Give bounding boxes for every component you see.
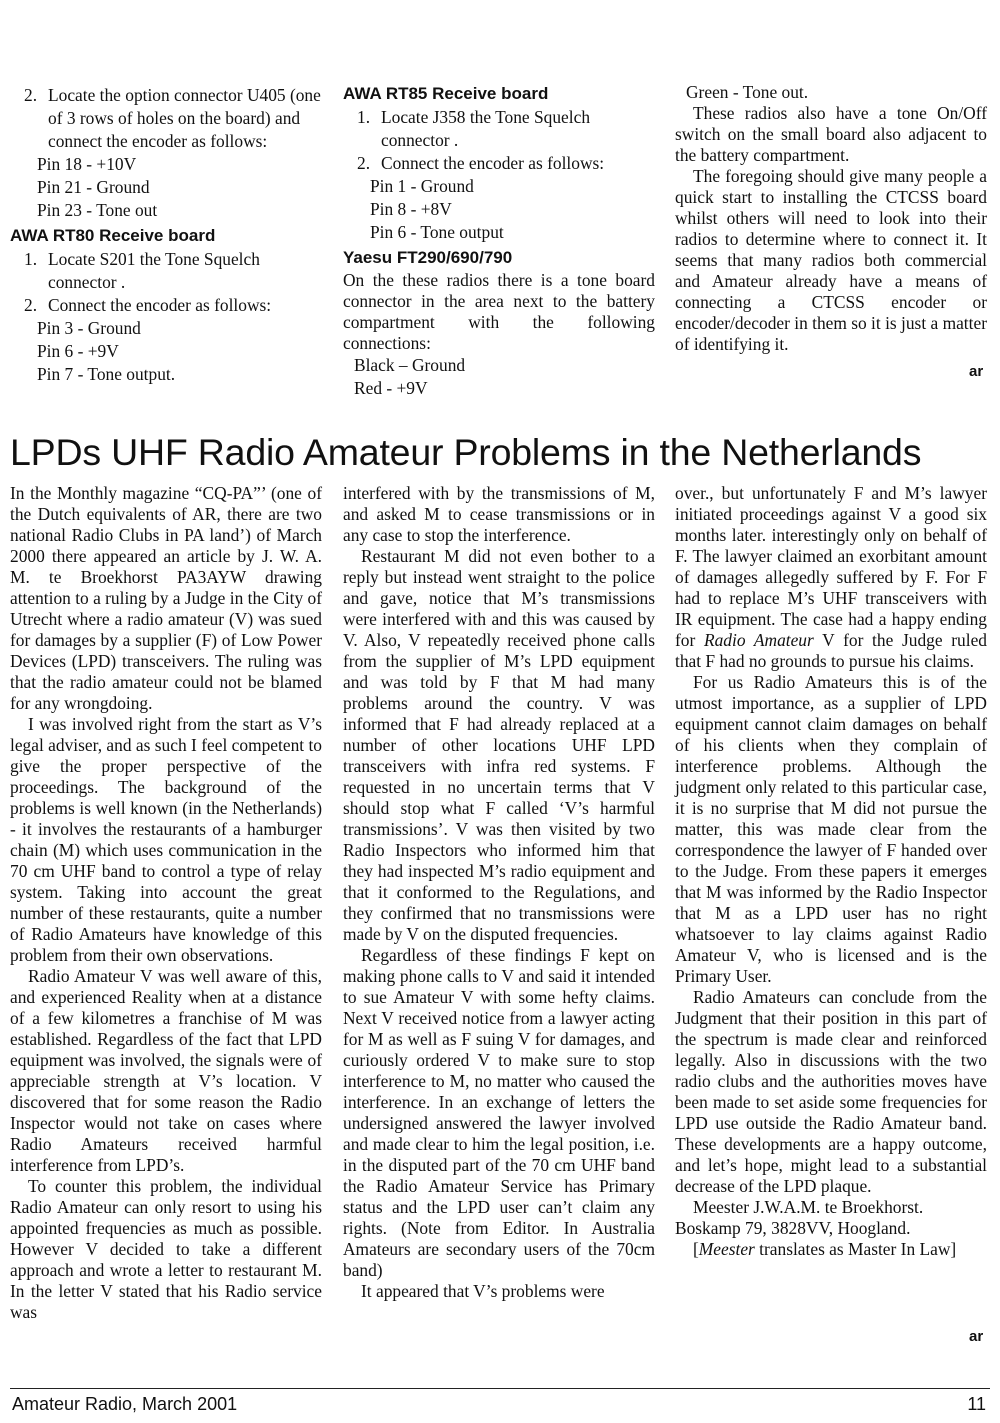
pin-line: Pin 23 - Tone out	[37, 200, 158, 220]
end-mark: ar	[969, 1328, 984, 1345]
pin-line: Pin 7 - Tone output.	[37, 364, 176, 384]
text-run: [	[693, 1239, 699, 1259]
paragraph: In the Monthly magazine “CQ-PA”’ (one of the Dutch equivalents of AR, there are two national Radio Clubs in PA land’) of March 2000 there appeared an article by J. W. A. M. te Broekhorst PA3AYW drawing attention to a ruling by a Judge in the City of Utrecht where a radio amateur (V) was sued for damages by a supplier (F) of Low Power Devices (LPD) transceivers. The ruling was that the radio amateur could not be blamed for any wrongdoing.	[10, 483, 323, 713]
pin-line: Pin 18 - +10V	[37, 154, 137, 174]
list-item	[343, 152, 655, 175]
article-column-1	[10, 483, 322, 1323]
article-title: LPDs UHF Radio Amateur Problems in the Netherlands	[10, 431, 922, 473]
list-number: 1.	[357, 107, 371, 127]
signature-line: Meester J.W.A.M. te Broekhorst.	[693, 1197, 924, 1217]
paragraph	[675, 483, 987, 672]
paragraph: Regardless of these findings F kept on making phone calls to V and said it intended to sue Amateur V with some hefty claims. Next V received notice from a lawyer acting for M as well as F suing V for damages, and curiously ordered V to make sure to stop interference to M, no matter who caused the interference. In an exchange of letters the undersigned answered the lawyer involved and made clear to him the legal position, i.e. in the disputed part of the 70 cm UHF band the Radio Amateur Service has Primary status and the LPD user can’t claim any rights. (Note from Editor. In Australia Amateurs are secondary users of the 70cm band)	[343, 945, 655, 1280]
paragraph: interfered with by the transmissions of M, and asked M to cease transmissions or in any case to stop the interference.	[343, 483, 655, 545]
pin-line: Pin 21 - Ground	[37, 177, 150, 197]
pin-line: Pin 8 - +8V	[370, 199, 452, 219]
list-text: Connect the encoder as follows:	[381, 153, 605, 173]
connection-line: Black – Ground	[354, 355, 466, 375]
text-run: translates as Master In Law]	[754, 1239, 957, 1259]
connection-line: Green - Tone out.	[686, 82, 809, 102]
list-item	[10, 294, 324, 317]
list-number: 2.	[24, 85, 38, 105]
paragraph: The foregoing should give many people a quick start to installing the CTCSS board whilst others will need to look into their radios to determine where to connect it. It seems that many radios both commercial and Amateur already have a means of connecting a CTCSS encoder or encoder/decoder in them so it is just a matter of identifying it.	[675, 166, 987, 354]
footer-publication: Amateur Radio, March 2001	[12, 1394, 238, 1414]
list-number: 2.	[24, 295, 38, 315]
top-column-2	[343, 82, 655, 400]
pin-line: Pin 3 - Ground	[37, 318, 141, 338]
page-number: 11	[967, 1394, 986, 1414]
paragraph: I was involved right from the start as V’s legal adviser, and as such I feel competent to give the proper perspective of the proceedings. The background of the problems is well known (in the Netherlands) - it involves the restaurants of a hamburger chain (M) which uses communication in the 70 cm UHF band to control a type of relay system. Taking into account the great number of these restaurants, quite a number of Radio Amateurs have knowledge of this problem from their own observations.	[10, 714, 322, 965]
connection-line: Red - +9V	[354, 378, 428, 398]
list-text: Connect the encoder as follows:	[48, 295, 272, 315]
pin-line: Pin 6 - +9V	[37, 341, 119, 361]
end-mark: ar	[969, 363, 984, 380]
list-text: Locate J358 the Tone Squelch connector .	[381, 107, 591, 150]
paragraph: Restaurant M did not even bother to a reply but instead went straight to the police and gave, notice that M’s transmissions were interfered with and this was caused by V. Also, V repeatedly received phone calls from the supplier of M’s LPD equipment and was told by F that M had many problems around the country. V was informed that F had already replaced at a number of other locations UHF LPD transceivers with infra red systems. F requested in no uncertain terms that V should stop what F called ‘V’s harmful transmissions’. V was then visited by two Radio Inspectors who informed him that they had inspected M’s radio equipment and that it conformed to the Regulations, and they confirmed that no transmissions were made by V on the disputed frequencies.	[343, 546, 655, 944]
list-text: Locate the option connector U405 (one of 3 rows of holes on the board) and connect the encoder as follows:	[48, 85, 321, 151]
emphasis: Radio Amateur	[703, 630, 814, 650]
article-column-2	[343, 483, 655, 1302]
paragraph: It appeared that V’s problems were	[361, 1281, 605, 1301]
list-text: Locate S201 the Tone Squelch connector .	[48, 249, 260, 292]
paragraph: On the these radios there is a tone board connector in the area next to the battery compartment with the following connections:	[343, 270, 655, 353]
list-item	[10, 84, 324, 153]
text-run: V for the Judge ruled that F had no grounds to pursue his claims.	[675, 630, 987, 671]
list-number: 2.	[357, 153, 371, 173]
paragraph: Radio Amateurs can conclude from the Judgment that their position in this part of the spectrum is made clear and reinforced legally. Also in discussions with the two radio clubs and the authorities moves have been made to set aside some frequencies for LPD use outside the Radio Amateur band. These developments are a happy outcome, and let’s hope, might lead to a substantial decrease of the LPD plaque.	[675, 987, 987, 1196]
list-item	[343, 106, 655, 152]
editor-note	[675, 1239, 987, 1260]
top-column-1	[10, 84, 324, 386]
section-heading: Yaesu FT290/690/790	[343, 248, 513, 267]
text-run: over., but unfortunately F and M’s lawyer initiated proceedings against V a good six months later. interestingly only on behalf of F. The lawyer claimed an exorbitant amount of damages allegedly suffered by F. For F had to replace M’s UHF transceivers with IR equipment. The case had a happy ending for	[675, 483, 987, 650]
emphasis: Meester	[698, 1239, 755, 1259]
paragraph: These radios also have a tone On/Off switch on the small board also adjacent to the battery compartment.	[675, 103, 987, 165]
article-column-3	[675, 483, 987, 1260]
list-number: 1.	[24, 249, 38, 269]
pin-line: Pin 6 - Tone output	[370, 222, 504, 242]
paragraph: To counter this problem, the individual Radio Amateur can only resort to using his appointed frequencies as much as possible. However V decided to take a different approach and wrote a letter to restaurant M. In the letter V stated that his Radio service was	[10, 1176, 322, 1322]
paragraph: For us Radio Amateurs this is of the utmost importance, as a supplier of LPD equipment cannot claim damages on behalf of his clients when they complain of interference problems. Although the judgment only related to this particular case, it is no surprise that M did not pursue the matter, this was made clear from the correspondence the lawyer of F handed over to the Judge. From these papers it emerges that M was informed by the Radio Inspector that M as a LPD user has no right whatsoever to lay claims against Radio Amateur V, who is licensed and is the Primary User.	[675, 672, 987, 986]
footer-rule	[10, 1388, 990, 1389]
pin-line: Pin 1 - Ground	[370, 176, 474, 196]
address-line: Boskamp 79, 3828VV, Hoogland.	[675, 1218, 911, 1238]
section-heading: AWA RT85 Receive board	[343, 84, 549, 103]
list-item	[10, 248, 324, 294]
paragraph: Radio Amateur V was well aware of this, and experienced Reality when at a distance of a few kilometres a franchise of M was established. Regardless of the fact that LPD equipment was involved, the signals were of appreciable strength at V’s location. V discovered that for some reason the Radio Inspector would not take on cases where Radio Amateurs received harmful interference from LPD’s.	[10, 966, 322, 1175]
section-heading: AWA RT80 Receive board	[10, 226, 216, 245]
top-column-3	[675, 82, 987, 355]
